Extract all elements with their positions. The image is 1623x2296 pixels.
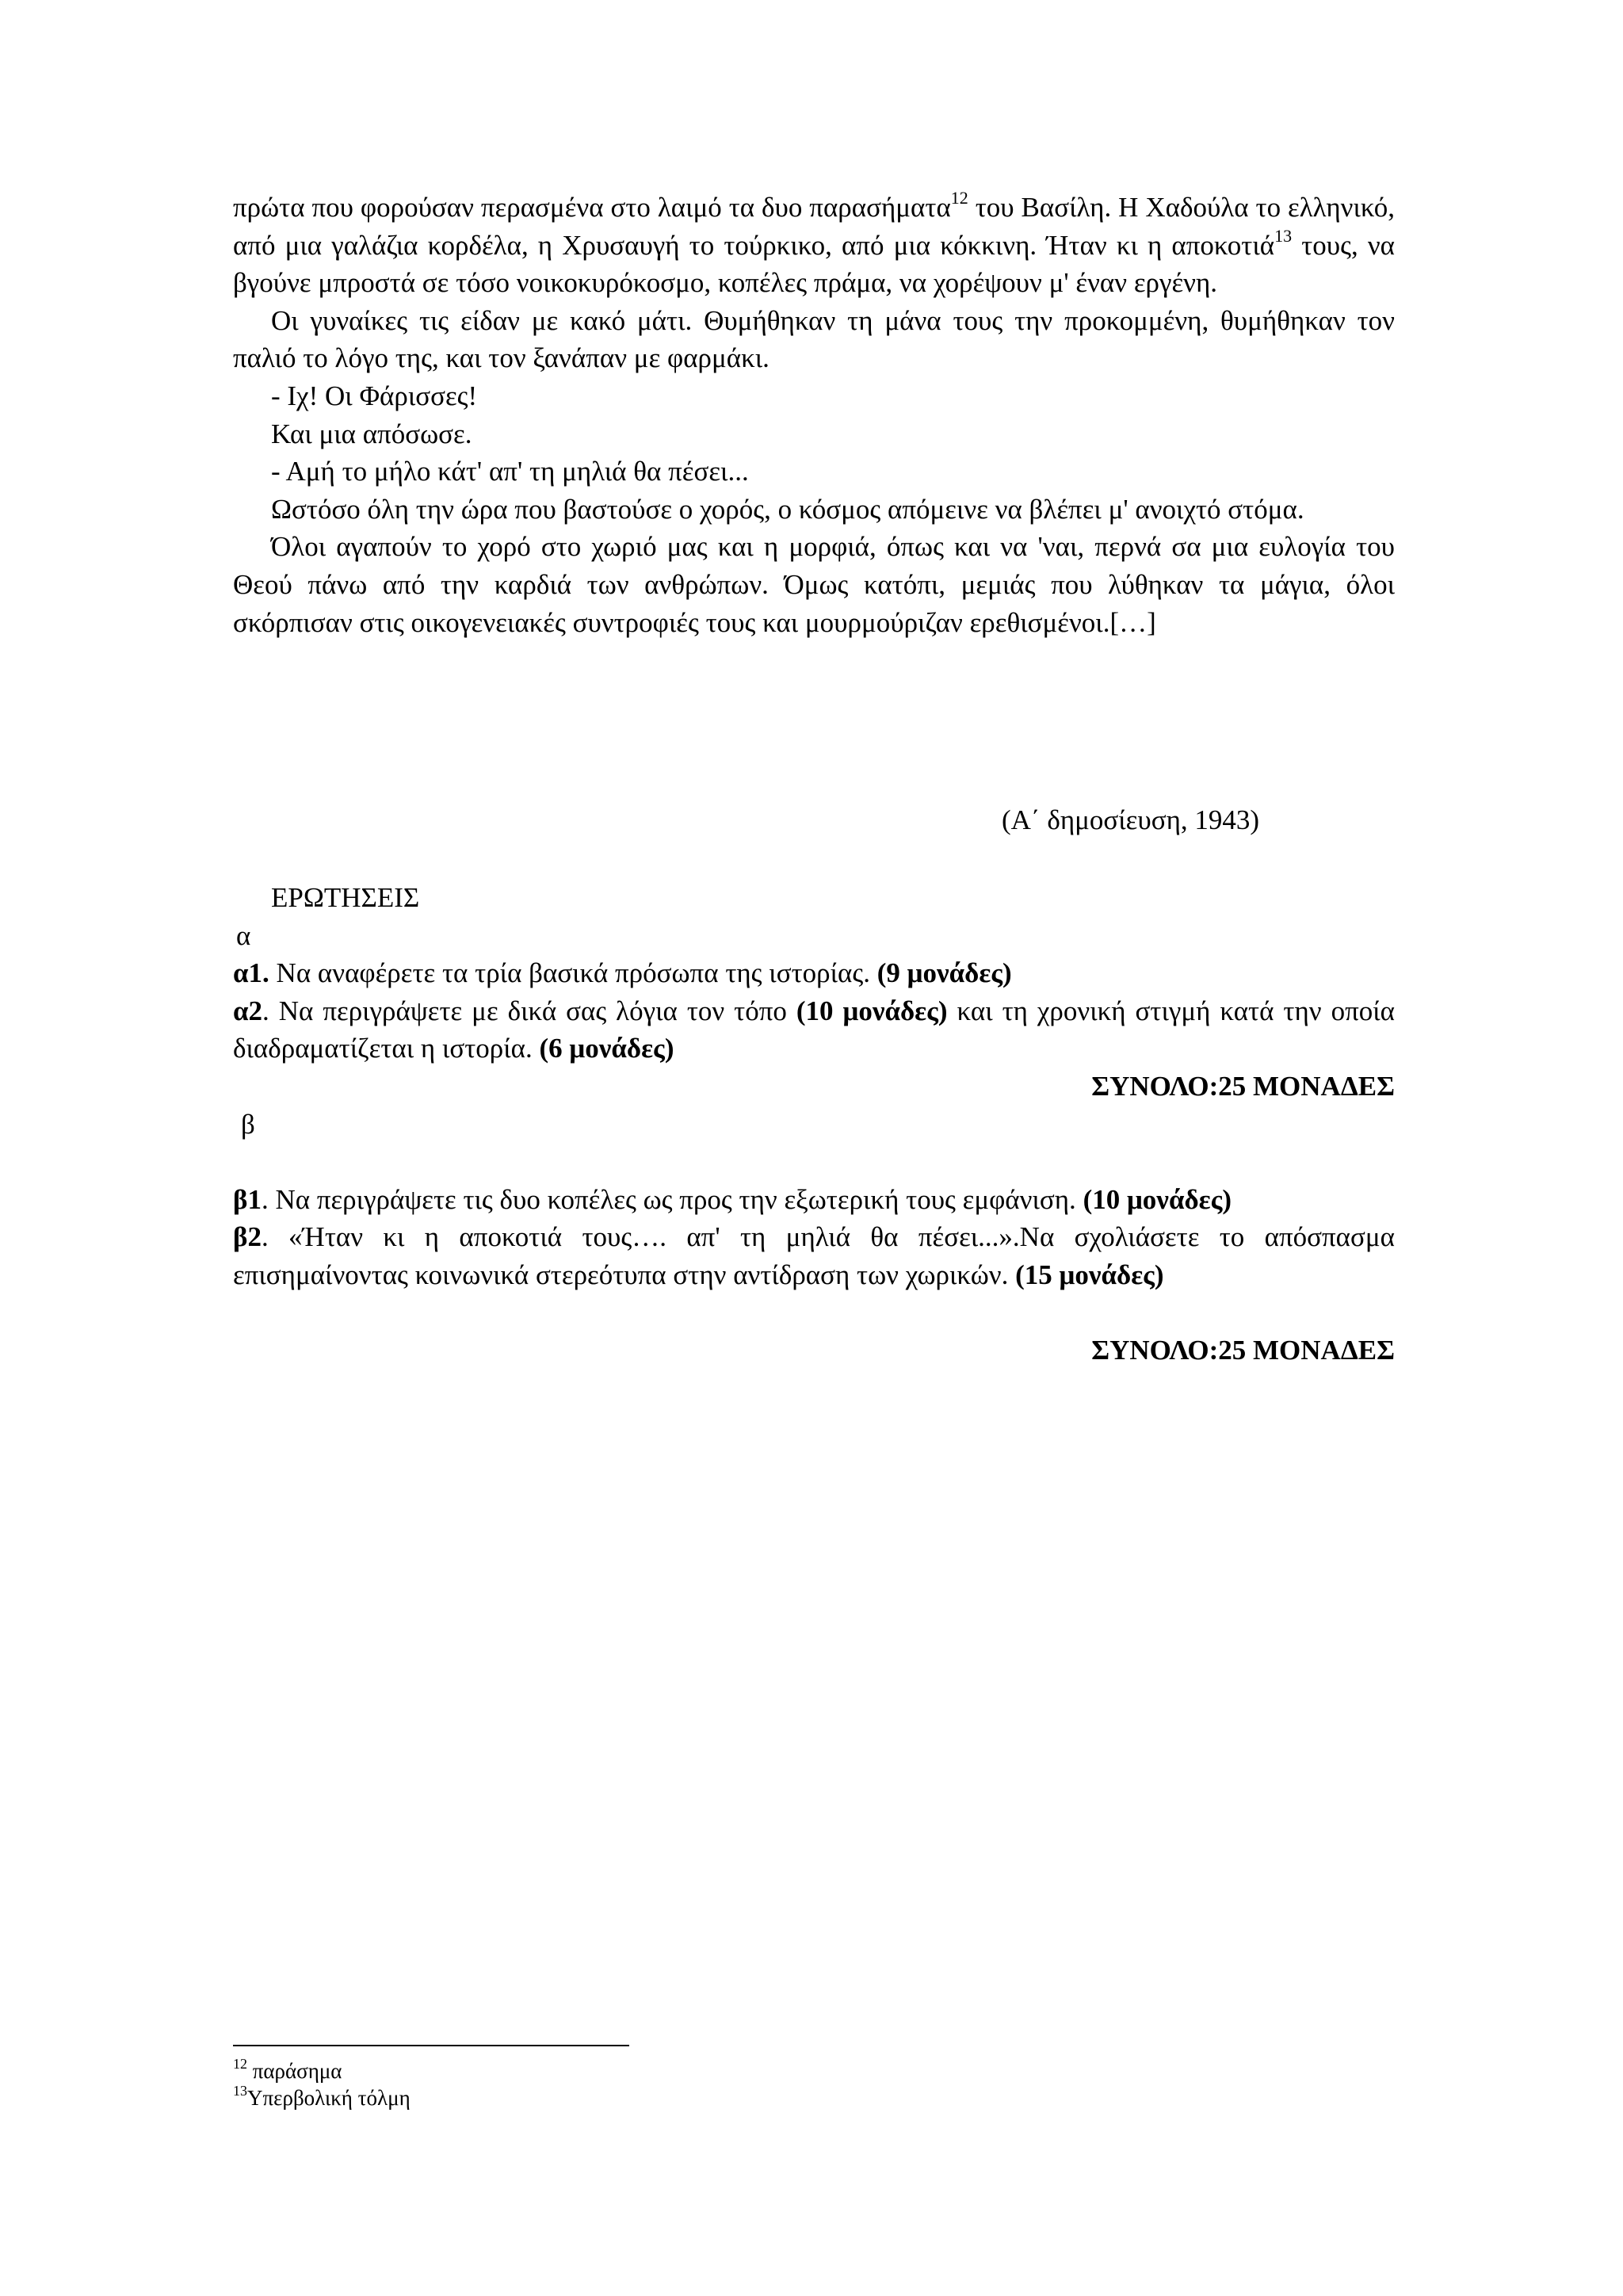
question-a2-label: α2 <box>233 995 263 1026</box>
question-b1 <box>233 1181 1395 1219</box>
question-a2-points-b: (6 μονάδες) <box>539 1033 674 1064</box>
question-b2-points: (15 μονάδες) <box>1015 1259 1164 1290</box>
paragraph-1-text-c: τους, να βγούνε μπροστά σε τόσο νοικοκυρόκοσμο, κοπέλες πράμα, να χορέψουν μ' έναν εργένη. <box>233 229 1395 299</box>
footnote-13-mark: 13 <box>233 2083 247 2099</box>
question-a1-text: Να αναφέρετε τα τρία βασικά πρόσωπα της ιστορίας. <box>269 957 877 989</box>
footnote-12-text: παράσημα <box>247 2059 342 2083</box>
footnote-13 <box>233 2084 411 2111</box>
paragraph-5: - Αμή το μήλο κάτ' απ' τη μηλιά θα πέσει... <box>271 456 749 487</box>
paragraph-4: Και μια απόσωσε. <box>271 418 472 449</box>
questions-heading: ΕΡΩΤΗΣΕΙΣ <box>271 882 420 913</box>
paragraph-7: Όλοι αγαπούν το χορό στο χωριό μας και η μορφιά, όπως και να 'ναι, περνά σα μια ευλογία του Θεού πάνω από την καρδιά των ανθρώπων. Όμως κατόπι, μεμιάς που λύθηκαν τα μάγια, όλοι σκόρπισαν στις οικογενειακές συντροφιές τους και μουρμούριζαν ερεθισμένοι.[…] <box>233 531 1395 638</box>
publication-note: (Α΄ δημοσίευση, 1943) <box>1002 804 1260 835</box>
story-passage <box>233 189 1395 641</box>
question-b1-text: . Να περιγράψετε τις δυο κοπέλες ως προς την εξωτερική τους εμφάνιση. <box>261 1183 1083 1215</box>
paragraph-6: Ωστόσο όλη την ώρα που βαστούσε ο χορός, ο κόσμος απόμεινε να βλέπει μ' ανοιχτό στόμα. <box>271 493 1304 525</box>
question-a2-text-a: . Να περιγράψετε με δικά σας λόγια τον τόπο <box>262 995 796 1026</box>
footnotes <box>233 2057 411 2111</box>
question-a1-label: α1. <box>233 957 269 989</box>
section-a-letter: α <box>236 919 251 951</box>
footnote-ref-12: 12 <box>950 188 968 208</box>
question-a2-text-b: και τη χρονική στιγμή κατά την οποία διαδραματίζεται η ιστορία. <box>233 995 1396 1064</box>
paragraph-1-text-b: του Βασίλη. Η Χαδούλα το ελληνικό, από μια γαλάζια κορδέλα, η Χρυσαυγή το τούρκικο, από μια κόκκινη. Ήταν κι η αποκοτιά <box>233 192 1395 261</box>
footnote-13-text: Υπερβολική τόλμη <box>247 2086 411 2110</box>
question-a2-points-a: (10 μονάδες) <box>796 995 948 1026</box>
footnote-ref-13: 13 <box>1274 225 1293 246</box>
footnote-separator <box>233 2045 629 2046</box>
paragraph-2: Οι γυναίκες τις είδαν με κακό μάτι. Θυμήθηκαν τη μάνα τους την προκομμένη, θυμήθηκαν τον παλιό το λόγο της, και τον ξανάπαν με φαρμάκι. <box>233 304 1395 374</box>
footnote-12-mark: 12 <box>233 2056 247 2072</box>
section-b-letter: β <box>241 1108 255 1140</box>
footnote-12 <box>233 2057 411 2084</box>
paragraph-1 <box>233 189 1395 302</box>
paragraph-3: - Ιχ! Οι Φάρισσες! <box>271 380 478 411</box>
question-a1 <box>233 954 1395 992</box>
question-a1-points: (9 μονάδες) <box>876 957 1012 989</box>
spacer <box>233 1294 1395 1332</box>
questions-section <box>233 879 1395 1370</box>
question-b1-label: β1 <box>233 1183 262 1215</box>
question-b2-text: . «Ήταν κι η αποκοτιά τους…. απ' τη μηλιά θα πέσει...».Να σχολιάσετε το απόσπασμα επισημαίνοντας κοινωνικά στερεότυπα στην αντίδραση των χωρικών. <box>233 1221 1395 1290</box>
paragraph-1-text-a: πρώτα που φορούσαν περασμένα στο λαιμό τα δυο παρασήματα <box>233 192 951 223</box>
section-a-total: ΣΥΝΟΛΟ:25 ΜΟΝΑΔΕΣ <box>1091 1070 1395 1102</box>
question-b2-label: β2 <box>233 1221 262 1253</box>
spacer <box>233 1143 1395 1181</box>
section-b-total: ΣΥΝΟΛΟ:25 ΜΟΝΑΔΕΣ <box>1091 1335 1395 1366</box>
question-b2 <box>233 1218 1395 1293</box>
question-a2 <box>233 992 1395 1068</box>
question-b1-points: (10 μονάδες) <box>1083 1183 1232 1215</box>
